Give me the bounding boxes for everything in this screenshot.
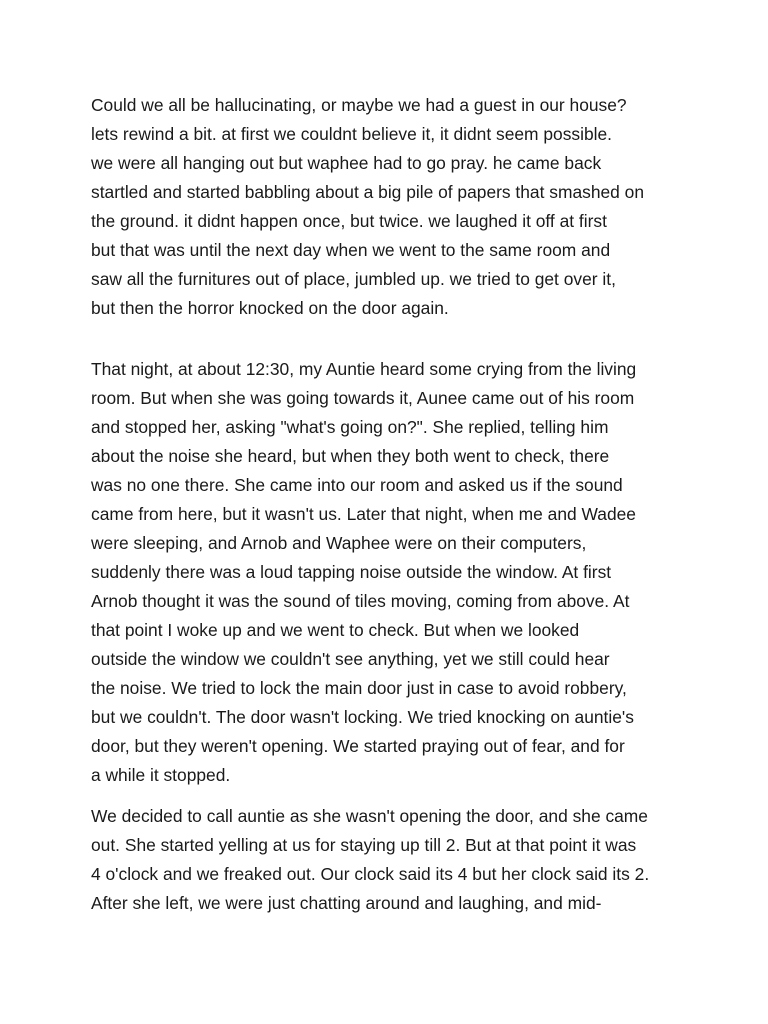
text-line: Could we all be hallucinating, or maybe we had a guest in our house? <box>91 95 627 115</box>
text-line: that point I woke up and we went to check. But when we looked <box>91 620 580 640</box>
text-line: Arnob thought it was the sound of tiles moving, coming from above. At <box>91 591 630 611</box>
paragraph-1 <box>91 91 691 323</box>
paragraph-2 <box>91 355 691 790</box>
text-line: the ground. it didnt happen once, but twice. we laughed it off at first <box>91 211 607 231</box>
text-line: a while it stopped. <box>91 765 231 785</box>
text-line: but that was until the next day when we went to the same room and <box>91 240 611 260</box>
text-line: were sleeping, and Arnob and Waphee were on their computers, <box>91 533 587 553</box>
text-line: outside the window we couldn't see anything, yet we still could hear <box>91 649 610 669</box>
text-line: but we couldn't. The door wasn't locking. We tried knocking on auntie's <box>91 707 634 727</box>
text-line: lets rewind a bit. at first we couldnt believe it, it didnt seem possible. <box>91 124 613 144</box>
text-line: After she left, we were just chatting around and laughing, and mid- <box>91 893 602 913</box>
text-line: room. But when she was going towards it, Aunee came out of his room <box>91 388 635 408</box>
text-line: suddenly there was a loud tapping noise outside the window. At first <box>91 562 612 582</box>
paragraph-3 <box>91 802 691 918</box>
text-line: That night, at about 12:30, my Auntie heard some crying from the living <box>91 359 637 379</box>
text-line: We decided to call auntie as she wasn't opening the door, and she came <box>91 806 648 826</box>
text-line: but then the horror knocked on the door again. <box>91 298 449 318</box>
text-line: came from here, but it wasn't us. Later that night, when me and Wadee <box>91 504 636 524</box>
text-line: was no one there. She came into our room and asked us if the sound <box>91 475 623 495</box>
text-line: the noise. We tried to lock the main door just in case to avoid robbery, <box>91 678 627 698</box>
text-line: and stopped her, asking "what's going on?". She replied, telling him <box>91 417 609 437</box>
text-line: we were all hanging out but waphee had to go pray. he came back <box>91 153 602 173</box>
text-line: 4 o'clock and we freaked out. Our clock said its 4 but her clock said its 2. <box>91 864 650 884</box>
text-line: out. She started yelling at us for staying up till 2. But at that point it was <box>91 835 637 855</box>
text-line: about the noise she heard, but when they both went to check, there <box>91 446 610 466</box>
text-line: saw all the furnitures out of place, jumbled up. we tried to get over it, <box>91 269 616 289</box>
text-line: startled and started babbling about a big pile of papers that smashed on <box>91 182 645 202</box>
text-line: door, but they weren't opening. We started praying out of fear, and for <box>91 736 625 756</box>
